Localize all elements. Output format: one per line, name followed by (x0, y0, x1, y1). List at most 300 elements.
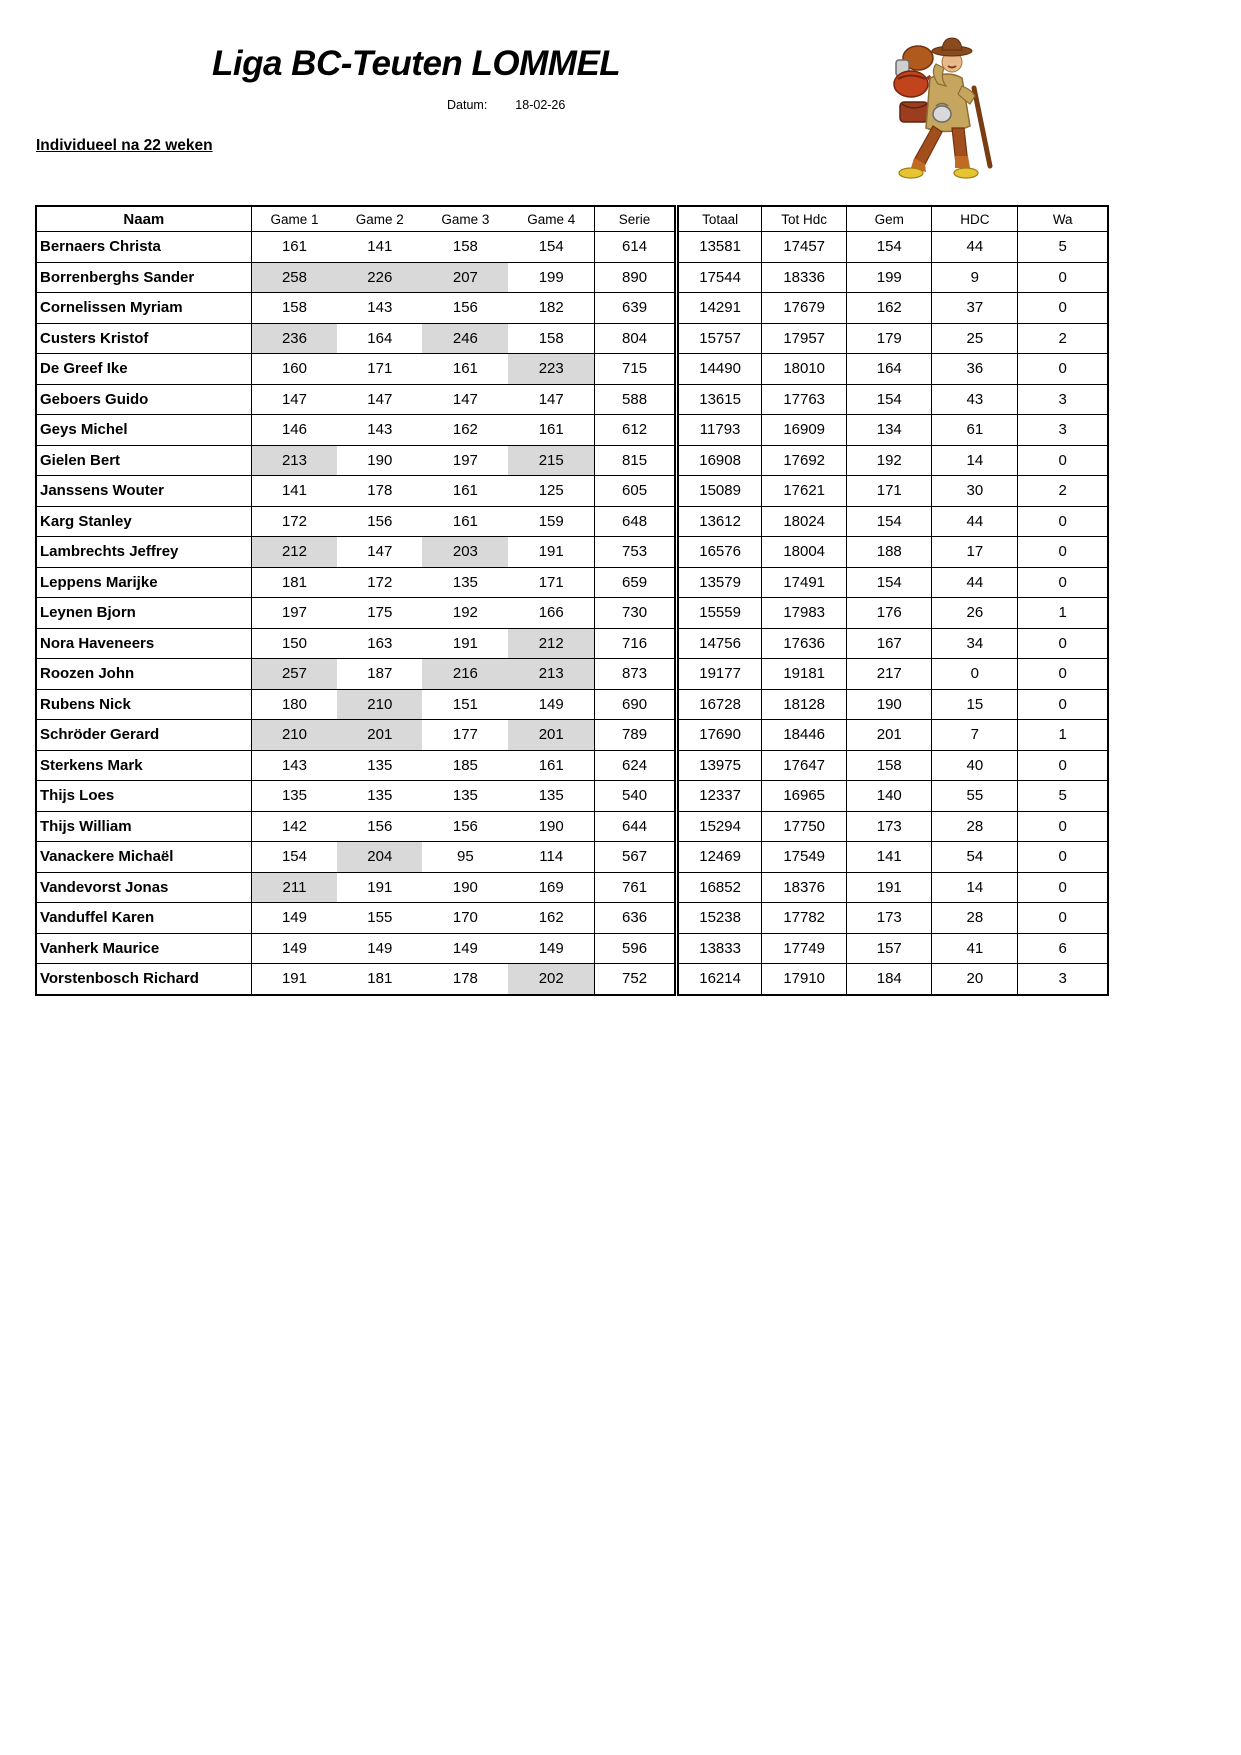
game-1-score: 258 (251, 262, 337, 293)
serie-value: 644 (595, 811, 677, 842)
column-header-gem: Gem (847, 206, 932, 232)
tot-hdc-value: 18004 (762, 537, 847, 568)
player-name: Leppens Marijke (36, 567, 251, 598)
game-2-score: 210 (337, 689, 422, 720)
game-4-score: 154 (508, 232, 594, 263)
serie-value: 804 (595, 323, 677, 354)
game-3-score: 216 (422, 659, 508, 690)
totaal-value: 17690 (677, 720, 762, 751)
gem-value: 154 (847, 506, 932, 537)
game-1-score: 141 (251, 476, 337, 507)
game-2-score: 172 (337, 567, 422, 598)
serie-value: 761 (595, 872, 677, 903)
totaal-value: 13612 (677, 506, 762, 537)
gem-value: 192 (847, 445, 932, 476)
wa-value: 0 (1018, 354, 1108, 385)
totaal-value: 16728 (677, 689, 762, 720)
totaal-value: 19177 (677, 659, 762, 690)
game-3-score: 161 (422, 476, 508, 507)
game-4-score: 149 (508, 689, 594, 720)
serie-value: 815 (595, 445, 677, 476)
player-name: Thijs William (36, 811, 251, 842)
table-row (36, 933, 1108, 964)
player-name: Schröder Gerard (36, 720, 251, 751)
serie-value: 752 (595, 964, 677, 995)
table-row (36, 537, 1108, 568)
serie-value: 636 (595, 903, 677, 934)
wa-value: 1 (1018, 598, 1108, 629)
game-4-score: 158 (508, 323, 594, 354)
wa-value: 0 (1018, 872, 1108, 903)
column-header-totaal: Totaal (677, 206, 762, 232)
game-4-score: 147 (508, 384, 594, 415)
serie-value: 639 (595, 293, 677, 324)
player-name: De Greef Ike (36, 354, 251, 385)
tot-hdc-value: 17749 (762, 933, 847, 964)
game-3-score: 135 (422, 781, 508, 812)
totaal-value: 16214 (677, 964, 762, 995)
totaal-value: 16908 (677, 445, 762, 476)
game-1-score: 211 (251, 872, 337, 903)
player-name: Karg Stanley (36, 506, 251, 537)
table-row (36, 689, 1108, 720)
table-row (36, 903, 1108, 934)
game-2-score: 143 (337, 415, 422, 446)
totaal-value: 15238 (677, 903, 762, 934)
player-name: Vanduffel Karen (36, 903, 251, 934)
gem-value: 154 (847, 232, 932, 263)
totaal-value: 12337 (677, 781, 762, 812)
game-3-score: 178 (422, 964, 508, 995)
table-row (36, 598, 1108, 629)
totaal-value: 16852 (677, 872, 762, 903)
game-1-score: 191 (251, 964, 337, 995)
game-4-score: 201 (508, 720, 594, 751)
hdc-value: 41 (932, 933, 1018, 964)
hdc-value: 43 (932, 384, 1018, 415)
table-row (36, 964, 1108, 995)
tot-hdc-value: 18336 (762, 262, 847, 293)
game-4-score: 190 (508, 811, 594, 842)
game-1-score: 236 (251, 323, 337, 354)
game-4-score: 202 (508, 964, 594, 995)
game-3-score: 162 (422, 415, 508, 446)
game-3-score: 207 (422, 262, 508, 293)
game-1-score: 154 (251, 842, 337, 873)
gem-value: 141 (847, 842, 932, 873)
game-4-score: 191 (508, 537, 594, 568)
totaal-value: 13579 (677, 567, 762, 598)
wa-value: 0 (1018, 293, 1108, 324)
game-3-score: 170 (422, 903, 508, 934)
gem-value: 179 (847, 323, 932, 354)
player-name: Vanherk Maurice (36, 933, 251, 964)
gem-value: 164 (847, 354, 932, 385)
wa-value: 1 (1018, 720, 1108, 751)
game-2-score: 187 (337, 659, 422, 690)
game-4-score: 182 (508, 293, 594, 324)
gem-value: 134 (847, 415, 932, 446)
table-row (36, 750, 1108, 781)
wa-value: 0 (1018, 811, 1108, 842)
tot-hdc-value: 18446 (762, 720, 847, 751)
serie-value: 567 (595, 842, 677, 873)
game-3-score: 192 (422, 598, 508, 629)
serie-value: 690 (595, 689, 677, 720)
game-1-score: 142 (251, 811, 337, 842)
game-2-score: 149 (337, 933, 422, 964)
game-2-score: 178 (337, 476, 422, 507)
wa-value: 2 (1018, 323, 1108, 354)
serie-value: 873 (595, 659, 677, 690)
tot-hdc-value: 17692 (762, 445, 847, 476)
game-2-score: 201 (337, 720, 422, 751)
hdc-value: 9 (932, 262, 1018, 293)
totaal-value: 15294 (677, 811, 762, 842)
totaal-value: 15757 (677, 323, 762, 354)
table-row (36, 476, 1108, 507)
tot-hdc-value: 17549 (762, 842, 847, 873)
game-3-score: 151 (422, 689, 508, 720)
hdc-value: 55 (932, 781, 1018, 812)
serie-value: 730 (595, 598, 677, 629)
wa-value: 3 (1018, 384, 1108, 415)
game-3-score: 161 (422, 354, 508, 385)
game-1-score: 197 (251, 598, 337, 629)
game-1-score: 149 (251, 903, 337, 934)
gem-value: 140 (847, 781, 932, 812)
wa-value: 0 (1018, 262, 1108, 293)
player-name: Borrenberghs Sander (36, 262, 251, 293)
game-3-score: 197 (422, 445, 508, 476)
serie-value: 614 (595, 232, 677, 263)
player-name: Cornelissen Myriam (36, 293, 251, 324)
tot-hdc-value: 17782 (762, 903, 847, 934)
game-4-score: 162 (508, 903, 594, 934)
game-1-score: 161 (251, 232, 337, 263)
game-2-score: 164 (337, 323, 422, 354)
wa-value: 5 (1018, 781, 1108, 812)
game-4-score: 199 (508, 262, 594, 293)
teuten-peddler-icon (878, 26, 1010, 180)
tot-hdc-value: 17957 (762, 323, 847, 354)
hdc-value: 14 (932, 445, 1018, 476)
game-1-score: 257 (251, 659, 337, 690)
table-header-row (36, 206, 1108, 232)
game-2-score: 156 (337, 811, 422, 842)
game-3-score: 161 (422, 506, 508, 537)
tot-hdc-value: 17647 (762, 750, 847, 781)
table-row (36, 720, 1108, 751)
hdc-value: 28 (932, 811, 1018, 842)
game-1-score: 180 (251, 689, 337, 720)
serie-value: 624 (595, 750, 677, 781)
game-4-score: 149 (508, 933, 594, 964)
serie-value: 659 (595, 567, 677, 598)
game-2-score: 175 (337, 598, 422, 629)
tot-hdc-value: 16909 (762, 415, 847, 446)
game-2-score: 156 (337, 506, 422, 537)
totaal-value: 12469 (677, 842, 762, 873)
hdc-value: 28 (932, 903, 1018, 934)
tot-hdc-value: 16965 (762, 781, 847, 812)
game-1-score: 143 (251, 750, 337, 781)
hdc-value: 44 (932, 232, 1018, 263)
game-1-score: 158 (251, 293, 337, 324)
wa-value: 0 (1018, 903, 1108, 934)
totaal-value: 11793 (677, 415, 762, 446)
results-table (35, 205, 1109, 996)
game-4-score: 161 (508, 750, 594, 781)
gem-value: 217 (847, 659, 932, 690)
hdc-value: 61 (932, 415, 1018, 446)
serie-value: 588 (595, 384, 677, 415)
game-2-score: 190 (337, 445, 422, 476)
table-row (36, 323, 1108, 354)
tot-hdc-value: 17910 (762, 964, 847, 995)
game-2-score: 147 (337, 537, 422, 568)
serie-value: 753 (595, 537, 677, 568)
game-2-score: 147 (337, 384, 422, 415)
game-1-score: 181 (251, 567, 337, 598)
player-name: Janssens Wouter (36, 476, 251, 507)
tot-hdc-value: 18376 (762, 872, 847, 903)
table-row (36, 781, 1108, 812)
table-row (36, 811, 1108, 842)
gem-value: 184 (847, 964, 932, 995)
serie-value: 605 (595, 476, 677, 507)
game-2-score: 163 (337, 628, 422, 659)
game-2-score: 226 (337, 262, 422, 293)
game-1-score: 213 (251, 445, 337, 476)
game-4-score: 215 (508, 445, 594, 476)
table-row (36, 842, 1108, 873)
hdc-value: 20 (932, 964, 1018, 995)
tot-hdc-value: 17679 (762, 293, 847, 324)
player-name: Gielen Bert (36, 445, 251, 476)
game-4-score: 213 (508, 659, 594, 690)
wa-value: 0 (1018, 842, 1108, 873)
hdc-value: 44 (932, 567, 1018, 598)
totaal-value: 13833 (677, 933, 762, 964)
gem-value: 162 (847, 293, 932, 324)
player-name: Custers Kristof (36, 323, 251, 354)
game-2-score: 143 (337, 293, 422, 324)
game-3-score: 203 (422, 537, 508, 568)
tot-hdc-value: 17750 (762, 811, 847, 842)
wa-value: 6 (1018, 933, 1108, 964)
column-header-hdc: HDC (932, 206, 1018, 232)
hdc-value: 15 (932, 689, 1018, 720)
game-3-score: 191 (422, 628, 508, 659)
player-name: Leynen Bjorn (36, 598, 251, 629)
totaal-value: 17544 (677, 262, 762, 293)
game-4-score: 171 (508, 567, 594, 598)
game-2-score: 141 (337, 232, 422, 263)
gem-value: 173 (847, 903, 932, 934)
column-header-wa: Wa (1018, 206, 1108, 232)
game-4-score: 159 (508, 506, 594, 537)
totaal-value: 13615 (677, 384, 762, 415)
hdc-value: 0 (932, 659, 1018, 690)
player-name: Vorstenbosch Richard (36, 964, 251, 995)
game-1-score: 210 (251, 720, 337, 751)
player-name: Nora Haveneers (36, 628, 251, 659)
table-row (36, 415, 1108, 446)
tot-hdc-value: 17983 (762, 598, 847, 629)
table-row (36, 659, 1108, 690)
game-2-score: 171 (337, 354, 422, 385)
gem-value: 190 (847, 689, 932, 720)
tot-hdc-value: 17457 (762, 232, 847, 263)
player-name: Vandevorst Jonas (36, 872, 251, 903)
gem-value: 199 (847, 262, 932, 293)
hdc-value: 7 (932, 720, 1018, 751)
game-4-score: 125 (508, 476, 594, 507)
game-4-score: 166 (508, 598, 594, 629)
wa-value: 3 (1018, 964, 1108, 995)
wa-value: 0 (1018, 567, 1108, 598)
gem-value: 154 (847, 384, 932, 415)
player-name: Sterkens Mark (36, 750, 251, 781)
game-3-score: 147 (422, 384, 508, 415)
tot-hdc-value: 18128 (762, 689, 847, 720)
totaal-value: 15559 (677, 598, 762, 629)
player-name: Roozen John (36, 659, 251, 690)
game-2-score: 155 (337, 903, 422, 934)
game-3-score: 95 (422, 842, 508, 873)
tot-hdc-value: 17636 (762, 628, 847, 659)
column-header-serie: Serie (595, 206, 677, 232)
column-header-tot-hdc: Tot Hdc (762, 206, 847, 232)
player-name: Bernaers Christa (36, 232, 251, 263)
serie-value: 540 (595, 781, 677, 812)
hdc-value: 54 (932, 842, 1018, 873)
game-2-score: 135 (337, 781, 422, 812)
tot-hdc-value: 18024 (762, 506, 847, 537)
wa-value: 0 (1018, 445, 1108, 476)
gem-value: 154 (847, 567, 932, 598)
game-1-score: 135 (251, 781, 337, 812)
game-4-score: 135 (508, 781, 594, 812)
game-1-score: 149 (251, 933, 337, 964)
hdc-value: 26 (932, 598, 1018, 629)
serie-value: 596 (595, 933, 677, 964)
datum-label: Datum: (447, 98, 488, 112)
game-3-score: 246 (422, 323, 508, 354)
hdc-value: 40 (932, 750, 1018, 781)
game-4-score: 161 (508, 415, 594, 446)
serie-value: 715 (595, 354, 677, 385)
table-row (36, 567, 1108, 598)
gem-value: 173 (847, 811, 932, 842)
wa-value: 5 (1018, 232, 1108, 263)
game-3-score: 190 (422, 872, 508, 903)
wa-value: 0 (1018, 750, 1108, 781)
hdc-value: 14 (932, 872, 1018, 903)
game-3-score: 158 (422, 232, 508, 263)
totaal-value: 14756 (677, 628, 762, 659)
column-header-game-4: Game 4 (508, 206, 594, 232)
table-row (36, 354, 1108, 385)
hdc-value: 34 (932, 628, 1018, 659)
table-row (36, 628, 1108, 659)
game-4-score: 212 (508, 628, 594, 659)
table-row (36, 384, 1108, 415)
game-2-score: 204 (337, 842, 422, 873)
game-2-score: 181 (337, 964, 422, 995)
page-title: Liga BC-Teuten LOMMEL (212, 44, 621, 83)
wa-value: 0 (1018, 537, 1108, 568)
totaal-value: 13975 (677, 750, 762, 781)
game-3-score: 149 (422, 933, 508, 964)
tot-hdc-value: 17763 (762, 384, 847, 415)
tot-hdc-value: 17621 (762, 476, 847, 507)
wa-value: 2 (1018, 476, 1108, 507)
totaal-value: 16576 (677, 537, 762, 568)
game-1-score: 212 (251, 537, 337, 568)
game-1-score: 172 (251, 506, 337, 537)
hdc-value: 36 (932, 354, 1018, 385)
game-1-score: 146 (251, 415, 337, 446)
game-4-score: 169 (508, 872, 594, 903)
player-name: Rubens Nick (36, 689, 251, 720)
serie-value: 789 (595, 720, 677, 751)
game-1-score: 150 (251, 628, 337, 659)
table-row (36, 506, 1108, 537)
serie-value: 612 (595, 415, 677, 446)
tot-hdc-value: 18010 (762, 354, 847, 385)
table-row (36, 262, 1108, 293)
wa-value: 3 (1018, 415, 1108, 446)
table-row (36, 232, 1108, 263)
gem-value: 191 (847, 872, 932, 903)
datum-value: 18-02-26 (515, 98, 566, 112)
game-3-score: 135 (422, 567, 508, 598)
totaal-value: 15089 (677, 476, 762, 507)
gem-value: 167 (847, 628, 932, 659)
totaal-value: 14490 (677, 354, 762, 385)
section-title: Individueel na 22 weken (36, 137, 213, 154)
game-2-score: 191 (337, 872, 422, 903)
gem-value: 176 (847, 598, 932, 629)
player-name: Lambrechts Jeffrey (36, 537, 251, 568)
player-name: Thijs Loes (36, 781, 251, 812)
table-row (36, 445, 1108, 476)
game-4-score: 223 (508, 354, 594, 385)
serie-value: 716 (595, 628, 677, 659)
wa-value: 0 (1018, 628, 1108, 659)
datum-line (447, 98, 565, 112)
hdc-value: 44 (932, 506, 1018, 537)
player-name: Vanackere Michaël (36, 842, 251, 873)
serie-value: 648 (595, 506, 677, 537)
hdc-value: 17 (932, 537, 1018, 568)
player-name: Geys Michel (36, 415, 251, 446)
gem-value: 201 (847, 720, 932, 751)
game-4-score: 114 (508, 842, 594, 873)
totaal-value: 14291 (677, 293, 762, 324)
gem-value: 188 (847, 537, 932, 568)
gem-value: 157 (847, 933, 932, 964)
column-header-game-3: Game 3 (422, 206, 508, 232)
column-header-game-2: Game 2 (337, 206, 422, 232)
tot-hdc-value: 17491 (762, 567, 847, 598)
hdc-value: 30 (932, 476, 1018, 507)
wa-value: 0 (1018, 689, 1108, 720)
hdc-value: 37 (932, 293, 1018, 324)
player-name: Geboers Guido (36, 384, 251, 415)
